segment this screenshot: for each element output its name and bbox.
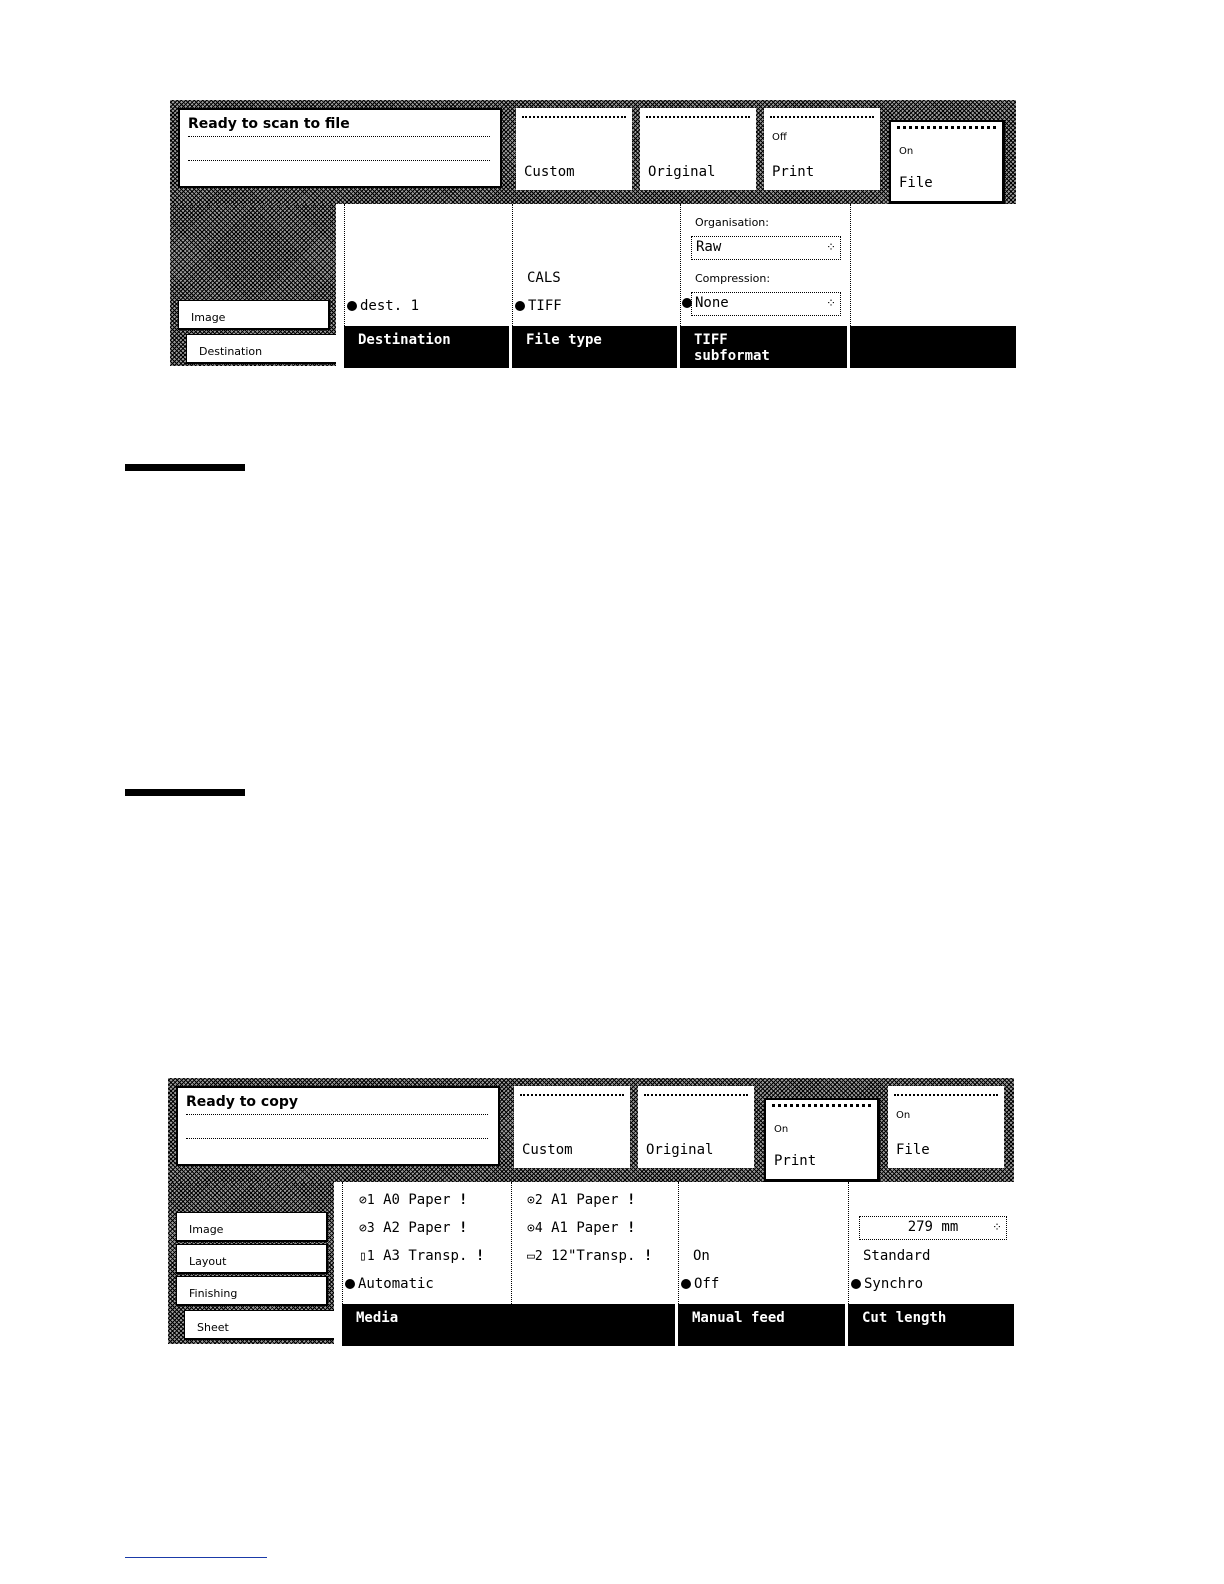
tab-sheet[interactable]: [184, 1310, 336, 1340]
mode-label: Custom: [522, 1142, 573, 1158]
roll-2-icon: ⊙2: [527, 1193, 543, 1208]
mode-dots: [522, 116, 626, 118]
tab-label: Finishing: [189, 1287, 238, 1300]
filetype-option-cals[interactable]: CALS: [527, 270, 561, 286]
column-title: subformat: [694, 348, 770, 364]
destination-column: [344, 204, 512, 326]
section-rule: [125, 464, 245, 471]
tab-finishing[interactable]: [176, 1276, 328, 1306]
tab-image[interactable]: [176, 1212, 328, 1242]
scan-to-file-panel: [170, 100, 1016, 366]
mode-label: Original: [646, 1142, 714, 1158]
mode-dots: [520, 1094, 624, 1096]
mode-dots: [770, 116, 874, 118]
footer-link-line: [125, 1557, 267, 1558]
media-option[interactable]: [527, 1192, 635, 1208]
warning-mark: !: [475, 1248, 485, 1264]
mode-print[interactable]: [764, 108, 880, 190]
media-label: 12"Transp.: [551, 1248, 636, 1264]
manual-feed-column: [678, 1182, 848, 1304]
status-line: [188, 136, 490, 137]
roll-3-icon: ⊘3: [359, 1221, 375, 1236]
tab-label: Image: [191, 311, 226, 324]
spinner-arrows-icon: ⁘: [825, 240, 836, 254]
mode-custom[interactable]: [516, 108, 632, 190]
mode-original[interactable]: [640, 108, 756, 190]
media-option-automatic[interactable]: Automatic: [345, 1276, 434, 1292]
media-label: A1 Paper: [551, 1192, 619, 1208]
organisation-dropdown[interactable]: [691, 236, 841, 260]
organisation-label: Organisation:: [695, 216, 769, 229]
status-line: [186, 1114, 488, 1115]
compression-dropdown[interactable]: [691, 292, 841, 316]
settings-area: [336, 204, 1016, 366]
mode-file[interactable]: [888, 1086, 1004, 1168]
column-title: TIFF: [694, 332, 728, 348]
copy-panel: [168, 1078, 1014, 1344]
mode-original[interactable]: [638, 1086, 754, 1168]
spinner-arrows-icon: ⁘: [991, 1220, 1002, 1234]
status-line: [186, 1138, 488, 1139]
selected-bullet-icon: [682, 295, 695, 311]
status-line: [188, 160, 490, 161]
roll-4-icon: ⊙4: [527, 1221, 543, 1236]
empty-column: [850, 204, 1016, 326]
filetype-title[interactable]: [512, 326, 677, 368]
media-option[interactable]: [527, 1248, 652, 1264]
mode-dots: [772, 1104, 871, 1107]
section-rule: [125, 789, 245, 796]
warning-mark: !: [643, 1248, 653, 1264]
cut-length-synchro[interactable]: Synchro: [851, 1276, 923, 1292]
compression-value: None: [695, 295, 729, 311]
mode-label: Original: [648, 164, 716, 180]
column-title: File type: [526, 332, 602, 348]
tab-label: Sheet: [197, 1321, 229, 1334]
manual-feed-on[interactable]: On: [693, 1248, 710, 1264]
media-label: A2 Paper: [383, 1220, 451, 1236]
mode-state: Off: [772, 132, 787, 143]
media-option[interactable]: [359, 1220, 467, 1236]
tab-label: Layout: [189, 1255, 227, 1268]
mode-print[interactable]: [764, 1098, 880, 1182]
tab-destination[interactable]: [186, 334, 338, 364]
column-title: Cut length: [862, 1310, 947, 1326]
mode-custom[interactable]: [514, 1086, 630, 1168]
mode-label: Custom: [524, 164, 575, 180]
media-title[interactable]: [342, 1304, 675, 1346]
media-label: A0 Paper: [383, 1192, 451, 1208]
mode-label: Print: [772, 164, 815, 180]
tab-label: Destination: [199, 345, 263, 358]
column-title: Manual feed: [692, 1310, 785, 1326]
cut-length-column: [848, 1182, 1014, 1304]
tiff-subformat-title[interactable]: [680, 326, 847, 368]
warning-mark: !: [626, 1220, 636, 1236]
mode-file[interactable]: [889, 120, 1005, 204]
filetype-column: [512, 204, 680, 326]
tab-layout[interactable]: [176, 1244, 328, 1274]
status-box: [178, 108, 502, 188]
status-message: Ready to scan to file: [188, 116, 350, 132]
tiff-column: [680, 204, 850, 326]
media-column: [342, 1182, 678, 1304]
mode-dots: [646, 116, 750, 118]
mode-label: Print: [774, 1153, 817, 1169]
manual-feed-title[interactable]: [678, 1304, 845, 1346]
cut-length-standard[interactable]: Standard: [863, 1248, 931, 1264]
cut-length-value: 279 mm: [907, 1219, 959, 1235]
organisation-value: Raw: [696, 239, 722, 255]
tab-image[interactable]: [178, 300, 330, 330]
mode-dots: [897, 126, 996, 129]
warning-mark: !: [626, 1192, 636, 1208]
manual-feed-off[interactable]: Off: [681, 1276, 719, 1292]
filetype-option-tiff[interactable]: TIFF: [515, 298, 562, 314]
destination-title[interactable]: [344, 326, 509, 368]
warning-mark: !: [458, 1220, 468, 1236]
cut-length-title[interactable]: [848, 1304, 1014, 1346]
mode-dots: [894, 1094, 998, 1096]
compression-label: Compression:: [695, 272, 771, 285]
mode-state: On: [896, 1110, 911, 1121]
empty-title: [850, 326, 1016, 368]
column-title: Destination: [358, 332, 451, 348]
mode-state: On: [899, 146, 914, 157]
mode-state: On: [774, 1124, 789, 1135]
media-label: A1 Paper: [551, 1220, 619, 1236]
sheet-2-icon: ▭2: [527, 1249, 543, 1264]
media-option[interactable]: [359, 1248, 484, 1264]
media-option[interactable]: [359, 1192, 467, 1208]
spinner-arrows-icon: ⁘: [825, 296, 836, 310]
mode-dots: [644, 1094, 748, 1096]
mode-label: File: [896, 1142, 930, 1158]
column-title: Media: [356, 1310, 399, 1326]
cut-length-input[interactable]: [859, 1216, 1007, 1240]
column-divider: [511, 1182, 512, 1304]
roll-1-icon: ⊘1: [359, 1193, 375, 1208]
destination-option[interactable]: dest. 1: [347, 298, 419, 314]
sheet-1-icon: ▯1: [359, 1249, 375, 1264]
status-message: Ready to copy: [186, 1094, 298, 1110]
mode-label: File: [899, 175, 933, 191]
settings-area: [334, 1182, 1014, 1344]
media-option[interactable]: [527, 1220, 635, 1236]
tab-label: Image: [189, 1223, 224, 1236]
warning-mark: !: [458, 1192, 468, 1208]
media-label: A3 Transp.: [383, 1248, 468, 1264]
status-box: [176, 1086, 500, 1166]
